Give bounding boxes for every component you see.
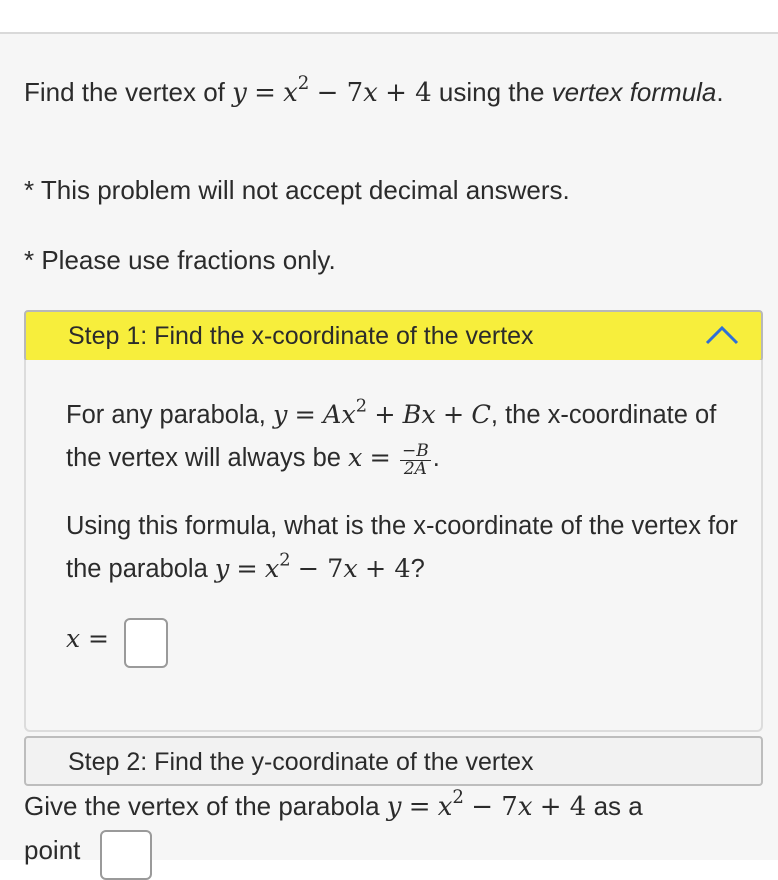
top-bar <box>0 0 778 34</box>
step2-title: Step 2: Find the y-coordinate of the vertex <box>68 748 534 776</box>
problem-content <box>0 34 778 865</box>
emphasis-text: vertex formula <box>551 77 717 107</box>
step1-title: Step 1: Find the x-coordinate of the vertex <box>68 322 534 350</box>
step1-question-text: Using this formula, what is the x-coordinate of the vertex for the parabola $y = x^2 - 7x + 4$? <box>66 512 738 584</box>
question-text: Find the vertex of $y = x^2 - 7x + 4$ using the vertex formula. <box>24 73 724 108</box>
point-word: point <box>24 835 81 865</box>
vertex-formula-fraction: $\frac{-B}{2A}$ <box>402 441 429 479</box>
vertex-point-input[interactable] <box>100 830 152 880</box>
note-fractions-only: * Please use fractions only. <box>24 245 336 275</box>
step1-body <box>24 360 763 732</box>
x-answer-label: x = <box>66 624 109 653</box>
x-coordinate-input[interactable] <box>124 618 168 668</box>
step2-header[interactable] <box>24 736 763 786</box>
note-no-decimals: * This problem will not accept decimal answers. <box>24 175 570 205</box>
question2-text: Give the vertex of the parabola $y = x^2 - 7x + 4$ as a <box>24 787 643 822</box>
step1-header[interactable] <box>24 310 763 362</box>
chevron-up-icon[interactable] <box>705 324 739 346</box>
step1-formula-text: For any parabola, y = Ax$^2$ + Bx + C, the x-coordinate of the vertex will always be x = $\frac{-B}{2A}$ . <box>66 395 717 479</box>
